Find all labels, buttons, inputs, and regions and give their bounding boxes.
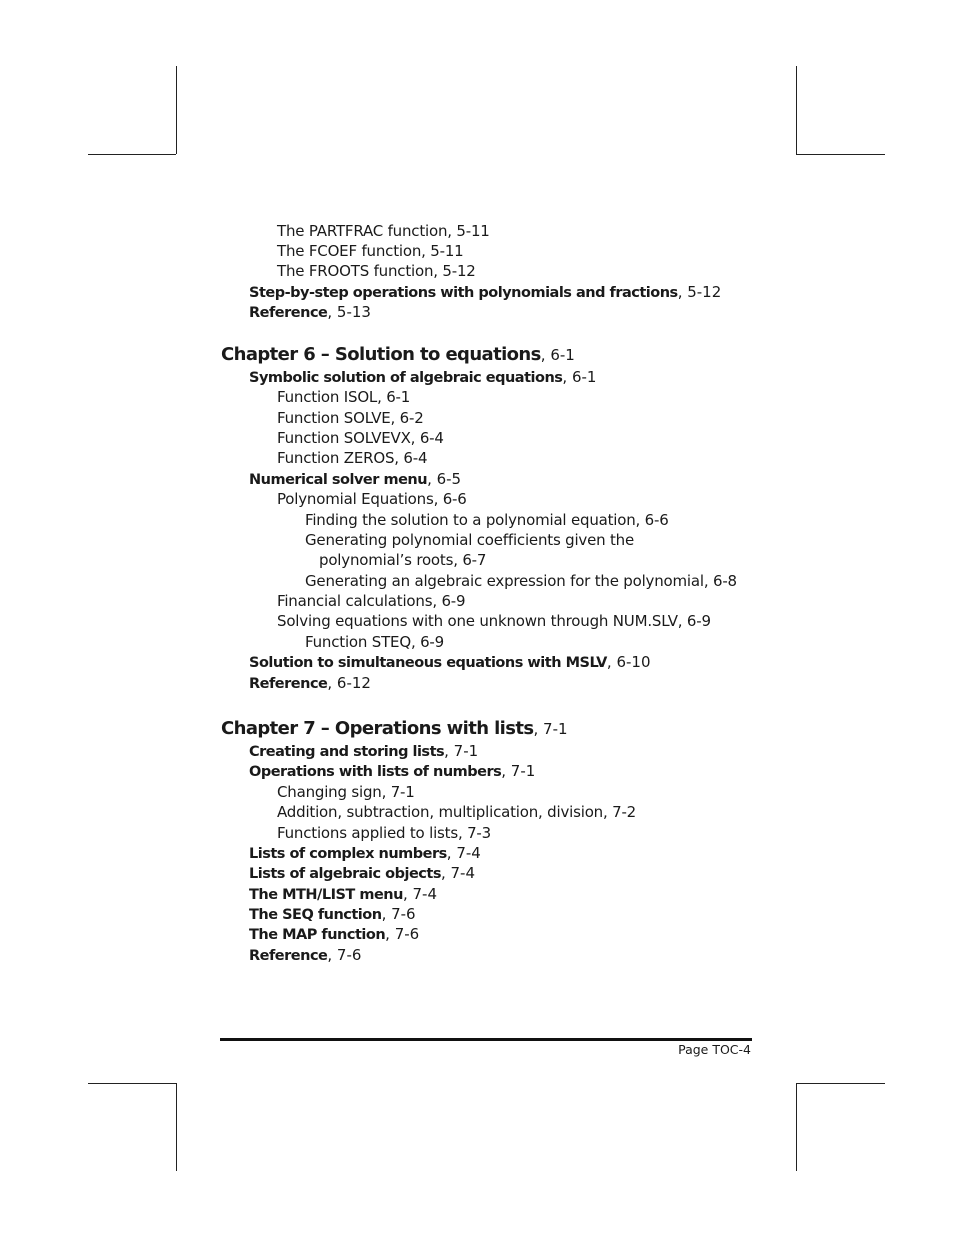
toc-page-number: , 6-1 bbox=[562, 368, 597, 386]
toc-chapter-title: Chapter 6 – Solution to equations bbox=[221, 344, 541, 365]
toc-chapter bbox=[221, 345, 575, 365]
toc-section-title: Reference bbox=[249, 948, 328, 964]
toc-entry: polynomial’s roots, 6-7 bbox=[319, 551, 487, 569]
toc-section-title: Symbolic solution of algebraic equations bbox=[249, 370, 563, 386]
toc-page-number: , 6-12 bbox=[327, 674, 371, 692]
toc-section bbox=[249, 652, 651, 673]
toc-section-title: The MTH/LIST menu bbox=[249, 887, 403, 903]
toc-section bbox=[249, 302, 371, 323]
toc-page-number: , 6-5 bbox=[427, 470, 462, 488]
toc-section bbox=[249, 282, 721, 303]
toc-entry: Function SOLVE, 6-2 bbox=[277, 409, 424, 427]
toc-page-number: , 6-1 bbox=[540, 346, 575, 364]
toc-section bbox=[249, 945, 361, 966]
toc-section bbox=[249, 673, 371, 694]
toc-chapter-title: Chapter 7 – Operations with lists bbox=[221, 718, 534, 739]
page-number-footer: Page TOC-4 bbox=[678, 1042, 751, 1057]
toc-page-number: , 7-4 bbox=[446, 844, 481, 862]
toc-section-title: Lists of algebraic objects bbox=[249, 866, 441, 882]
toc-section bbox=[249, 904, 416, 925]
toc-section-title: The SEQ function bbox=[249, 907, 382, 923]
toc-section-title: Lists of complex numbers bbox=[249, 846, 447, 862]
crop-mark-bottom-left-horizontal bbox=[88, 1083, 176, 1084]
toc-section bbox=[249, 863, 475, 884]
toc-page-number: , 5-13 bbox=[327, 303, 371, 321]
toc-entry: Changing sign, 7-1 bbox=[277, 783, 415, 801]
toc-section-title: Operations with lists of numbers bbox=[249, 764, 502, 780]
footer-rule bbox=[220, 1038, 752, 1041]
toc-page-number: , 6-10 bbox=[606, 653, 651, 671]
toc-section-title: Creating and storing lists bbox=[249, 744, 445, 760]
toc-entry: Finding the solution to a polynomial equation, 6-6 bbox=[305, 511, 669, 529]
toc-entry: Generating an algebraic expression for the polynomial, 6-8 bbox=[305, 572, 737, 590]
toc-entry: Addition, subtraction, multiplication, division, 7-2 bbox=[277, 803, 637, 821]
crop-mark-bottom-left-vertical bbox=[176, 1083, 177, 1171]
toc-entry: Generating polynomial coefficients given the bbox=[305, 531, 635, 549]
toc-page-number: , 7-1 bbox=[501, 762, 536, 780]
toc-section bbox=[249, 924, 419, 945]
toc-section bbox=[249, 469, 461, 490]
toc-section bbox=[249, 843, 481, 864]
toc-section-title: Step-by-step operations with polynomials and fractions bbox=[249, 285, 678, 301]
toc-page-number: , 7-4 bbox=[440, 864, 476, 882]
toc-entry: The FCOEF function, 5-11 bbox=[277, 242, 464, 260]
toc-entry: Functions applied to lists, 7-3 bbox=[277, 824, 491, 842]
toc-entry: Function STEQ, 6-9 bbox=[305, 633, 444, 651]
toc-page-number: , 7-4 bbox=[402, 885, 437, 903]
crop-mark-bottom-right-vertical bbox=[796, 1083, 797, 1171]
toc-entry: Function SOLVEVX, 6-4 bbox=[277, 429, 444, 447]
toc-entry: The PARTFRAC function, 5-11 bbox=[277, 222, 490, 240]
toc-chapter bbox=[221, 719, 568, 739]
toc-page-number: , 7-1 bbox=[533, 720, 568, 738]
toc-section-title: The MAP function bbox=[249, 927, 386, 943]
toc-section-title: Solution to simultaneous equations with MSLV bbox=[249, 655, 607, 671]
toc-page-number: , 7-6 bbox=[385, 925, 420, 943]
toc-page-number: , 7-6 bbox=[327, 946, 362, 964]
toc-entry: Function ZEROS, 6-4 bbox=[277, 449, 428, 467]
toc-entry: Function ISOL, 6-1 bbox=[277, 388, 411, 406]
toc-section bbox=[249, 367, 596, 388]
toc-section bbox=[249, 884, 437, 905]
toc-entry: Solving equations with one unknown through NUM.SLV, 6-9 bbox=[277, 612, 711, 630]
crop-mark-bottom-right-horizontal bbox=[796, 1083, 885, 1084]
toc-section-title: Reference bbox=[249, 676, 328, 692]
toc-section bbox=[249, 741, 478, 762]
toc-section bbox=[249, 761, 535, 782]
toc-entry: Financial calculations, 6-9 bbox=[277, 592, 466, 610]
toc-page-number: , 5-12 bbox=[677, 283, 722, 301]
toc-page-number: , 7-1 bbox=[444, 742, 479, 760]
toc-entry: Polynomial Equations, 6-6 bbox=[277, 490, 467, 508]
toc-section-title: Numerical solver menu bbox=[249, 472, 428, 488]
toc-section-title: Reference bbox=[249, 305, 328, 321]
toc-entry: The FROOTS function, 5-12 bbox=[277, 262, 476, 280]
toc-page-number: , 7-6 bbox=[381, 905, 416, 923]
